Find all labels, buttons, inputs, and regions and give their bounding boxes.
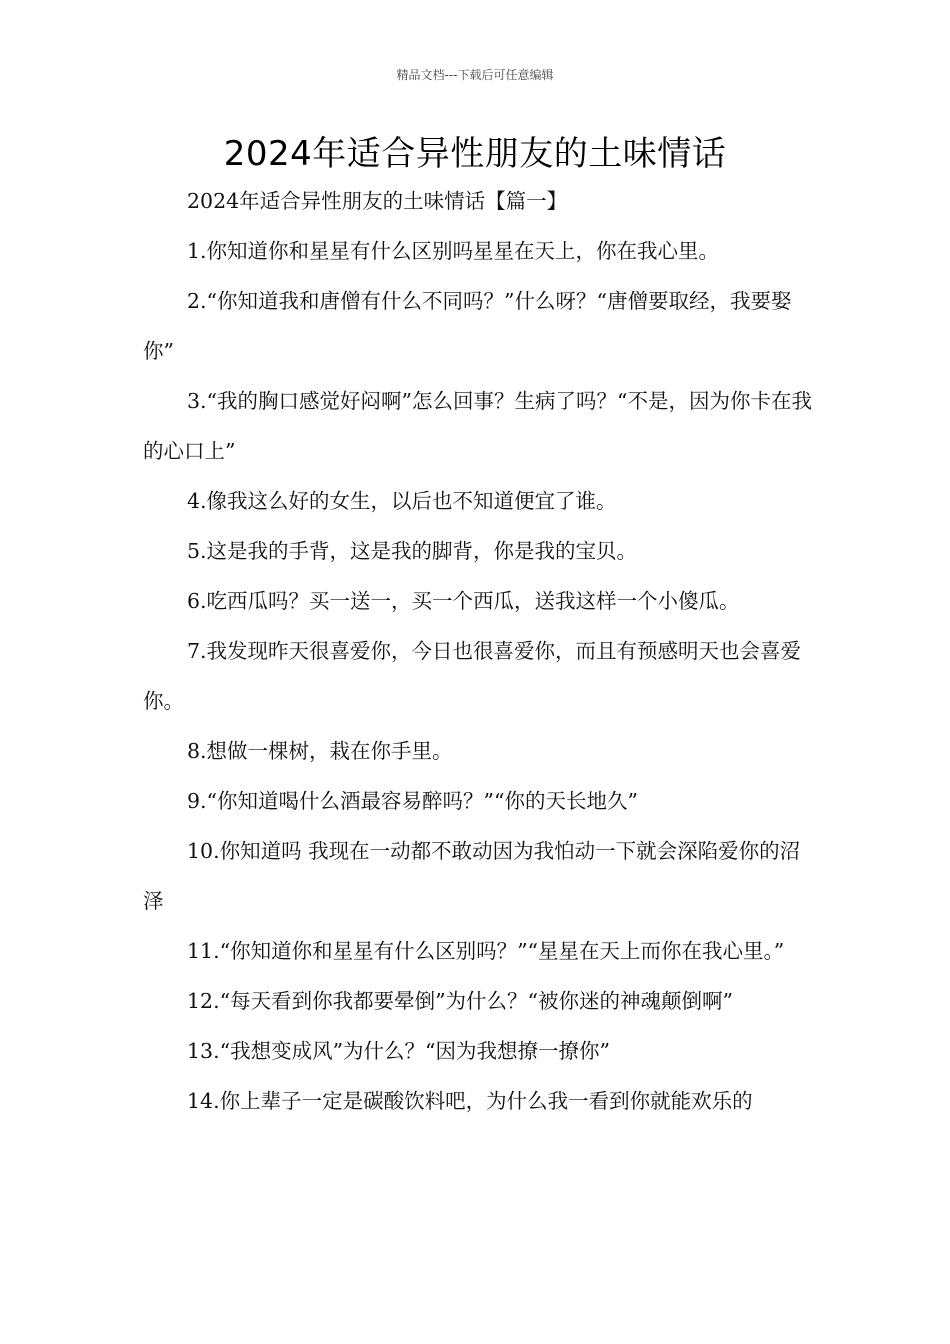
paragraph-2: 2.“你知道我和唐僧有什么不同吗？”什么呀？“唐僧要取经，我要娶你” — [143, 289, 792, 363]
paragraph-4: 4.像我这么好的女生，以后也不知道便宜了谁。 — [187, 489, 617, 513]
paragraph-12: 12.“每天看到你我都要晕倒”为什么？“被你迷的神魂颠倒啊” — [187, 989, 734, 1013]
paragraph-11: 11.“你知道你和星星有什么区别吗？”“星星在天上而你在我心里。” — [187, 939, 785, 963]
section-heading: 2024年适合异性朋友的土味情话【篇一】 — [187, 189, 568, 213]
paragraph-13: 13.“我想变成风”为什么？“因为我想撩一撩你” — [187, 1039, 611, 1063]
paragraph-10: 10.你知道吗 我现在一动都不敢动因为我怕动一下就会深陷爱你的沼泽 — [143, 839, 801, 913]
paragraph-1: 1.你知道你和星星有什么区别吗星星在天上，你在我心里。 — [187, 239, 720, 263]
document-title: 2024年适合异性朋友的土味情话 — [223, 134, 727, 174]
paragraph-7: 7.我发现昨天很喜爱你，今日也很喜爱你，而且有预感明天也会喜爱你。 — [143, 639, 802, 713]
document-body — [143, 176, 813, 1126]
paragraph-8: 8.想做一棵树，栽在你手里。 — [187, 739, 453, 763]
paragraph-5: 5.这是我的手背，这是我的脚背，你是我的宝贝。 — [187, 539, 638, 563]
header-note: 精品文档---下载后可任意编辑 — [396, 68, 554, 82]
paragraph-14: 14.你上辈子一定是碳酸饮料吧，为什么我一看到你就能欢乐的 — [187, 1089, 753, 1113]
paragraph-9: 9.“你知道喝什么酒最容易醉吗？”“你的天长地久” — [187, 789, 638, 813]
paragraph-3: 3.“我的胸口感觉好闷啊”怎么回事？生病了吗？“不是，因为你卡在我的心口上” — [143, 389, 812, 463]
paragraph-6: 6.吃西瓜吗？买一送一，买一个西瓜，送我这样一个小傻瓜。 — [187, 589, 740, 613]
